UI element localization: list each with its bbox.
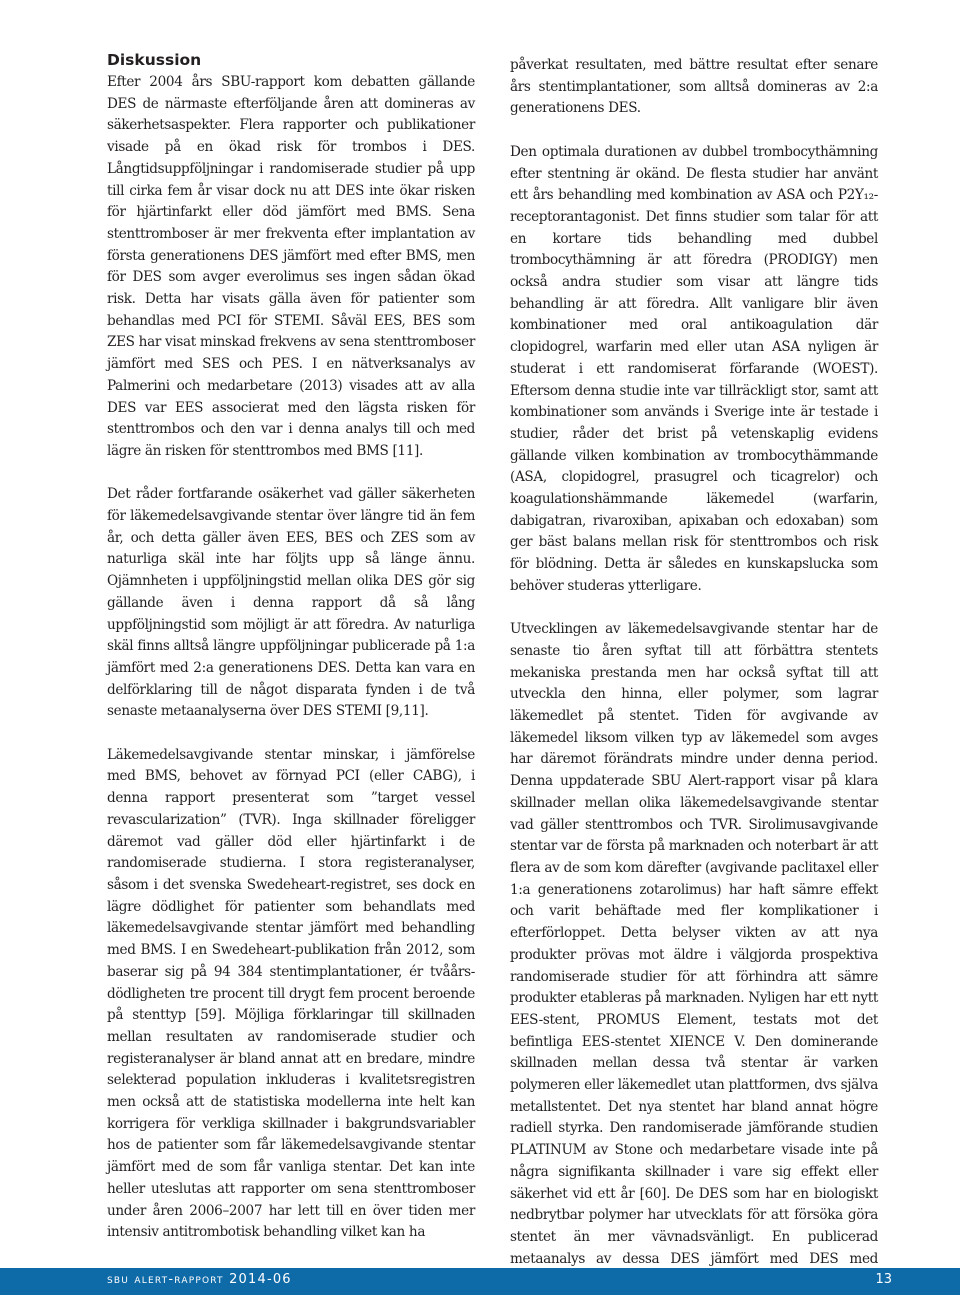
paragraph: påverkat resultaten, med bättre resultat efter senare års stentimplantationer, som alltså domineras av 2:a generationens DES. — [510, 57, 878, 117]
paragraph: Läkemedelsavgivande stentar minskar, i jämförelse med BMS, behovet av förnyad PCI (eller CABG), i denna rapport presenterat som ”target vessel revascularization” (TVR). Inga skillnader föreligger däremot vad gäller död eller hjärtinfarkt i de randomiserade studierna. I stora registeranalyser, såsom i det svenska Swedeheart-registret, ses dock en lägre dödlighet för patienter som behandlats med läkemedelsavgivande stentar jämfört med behandling med BMS. I en Swedeheart-publikation från 2012, som baserar sig på 94 384 stentimplantationer, ér tvåårs-dödligheten tre procent till drygt fem procent beroende på stenttyp [59]. Möjliga förklaringar till skillnaden mellan resultaten av randomiserade studier och registeranalyser är bland annat att en bredare, mindre selekterad population inkluderas i kvalitetsregistren men också att de statistiska modellerna inte helt kan korrigera för verkliga skillnader i bakgrundsvariabler hos de patienter som får läkemedelsavgivande stentar jämfört med de som får vanliga stentar. Det kan inte heller uteslutas att rapporter om sena stenttromboser under åren 2006–2007 har lett till en över tiden mer intensiv antitrombotisk behandling vilket kan ha — [107, 746, 475, 1241]
left-column — [107, 51, 475, 1244]
right-column — [510, 55, 878, 1292]
section-heading: Diskussion — [107, 51, 202, 69]
footer-bar — [0, 1268, 960, 1295]
footer-publication-title: sbu alert-rapport 2014-06 — [107, 1272, 292, 1287]
paragraph: Det råder fortfarande osäkerhet vad gäller säkerheten för läkemedelsavgivande stentar över längre tid än fem år, och detta gäller även EES, BES och ZES som av naturliga skäl inte har följts upp så länge ännu. Ojämnheten i uppföljningstid mellan olika DES gör sig gällande även i denna rapport då så lång uppföljningstid som möjligt är att föredra. Av naturliga skäl finns alltså längre uppföljningar publicerade på 1:a jämfört med 2:a generationens DES. Detta kan vara en delförklaring till de något disparata fynden i de två senaste metaanalyserna över DES STEMI [9,11]. — [107, 486, 475, 720]
paragraph: Den optimala durationen av dubbel trombocythämning efter stentning är okänd. De flesta studier har använt ett års behandling med kombination av ASA och P2Y₁₂-receptorantagonist. Det finns studier som talar för att en kortare tids behandling med dubbel trombocythämning är att föredra (PRODIGY) men också andra studier som visar att längre tids behandling är att föredra. Allt vanligare blir även kombinationer med oral antikoagulation där clopidogrel, warfarin med eller utan ASA nyligen är studerat i ett randomiserat förfarande (WOEST). Eftersom denna studie inte var tillräckligt stor, samt att kombinationer som används i Sverige inte är testade i studier, råder det brist på vetenskaplig evidens gällande vilken kombination av trombocythämmande (ASA, clopidogrel, prasugrel och ticagrelor) och koagulationshämmande läkemedel (warfarin, dabigatran, rivaroxiban, apixaban och edoxaban) som ger bäst balans mellan risk för stenttrombos och risk för blödning. Detta är således en kunskapslucka som behöver studeras ytterligare. — [510, 143, 878, 594]
paragraph: Efter 2004 års SBU-rapport kom debatten gällande DES de närmaste efterföljande åren att domineras av säkerhetsaspekter. Flera rapporter och publikationer visade på en ökad risk för trombos i DES. Långtidsuppföljningar i randomiserade studier på upp till cirka fem år visar dock nu att DES inte ökar risken för hjärtinfarkt eller död jämfört med BMS. Sena stenttromboser är mer frekventa efter implantation av första generationens DES jämfört med efter BMS, men för DES som avger everolimus ses ingen sådan ökad risk. Detta har visats gälla även för patienter som behandlas med PCI för STEMI. Såväl EES, BES som ZES har visat minskad frekvens av sena stenttromboser jämfört med SES och PES. I en nätverksanalys av Palmerini och medarbetare (2013) visades att av alla DES var EES associerat med den lägsta risken för stenttrombos och den var i denna analys till och med lägre än risken för stenttrombos med BMS [11]. — [107, 74, 475, 459]
paragraph: Utvecklingen av läkemedelsavgivande stentar har de senaste tio åren syftat till att förbättra stentets mekaniska prestanda men har också syftat till att utveckla den hinna, eller polymer, som lagrar läkemedlet på stentet. Tiden för avgivande av läkemedel liksom vilken typ av läkemedel som avges har däremot förändrats mindre under denna period. Denna uppdaterade SBU Alert-rapport visar på klara skillnader mellan olika läkemedelsavgivande stentar vad gäller stenttrombos och TVR. Sirolimusavgivande stentar var de första på marknaden och noterbart är att flera av de som kom därefter (avgivande paclitaxel eller 1:a generationens zotarolimus) har haft sämre effekt och varit behäftade med fler komplikationer i efterförloppet. Detta belyser vikten av att nya produkter prövas mot äldre i välgjorda prospektiva randomiserade studier för att förhindra att sämre produkter etableras på marknaden. Nyligen har ett nytt EES-stent, PROMUS Element, testats mot det befintliga EES-stentet XIENCE V. Den dominerande skillnaden mellan dessa två stentar är varken polymeren eller läkemedlet utan plattformen, dvs själva metallstentet. Det nya stentet har bland annat högre radiell styrka. Den randomiserade jämförande studien PLATINUM av Stone och medarbetare visade inte på några signifikanta skillnader i vare sig effekt eller säkerhet vid ett år [60]. De DES som har en biologiskt nedbrytbar polymer har utvecklats för att försöka göra stentet än mer vävnadsvänligt. En publicerad metaanalys av dessa DES jämfört med DES med — [510, 621, 878, 1267]
page-number: 13 — [875, 1272, 892, 1287]
